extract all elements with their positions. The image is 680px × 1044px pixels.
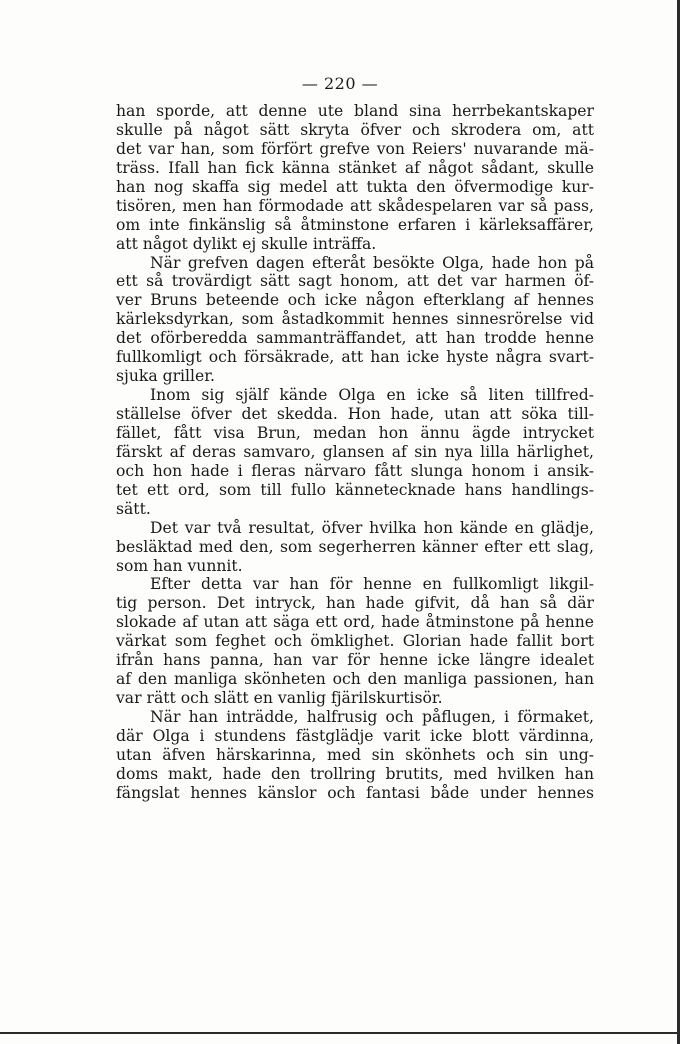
text-line: Efter detta var han för henne en fullkomligt likgil- (150, 575, 594, 594)
text-line: sätt. (116, 499, 151, 518)
text-line: ifrån hans panna, han var för henne icke längre idealet (116, 651, 594, 670)
text-line: skulle på något sätt skryta öfver och skrodera om, att (116, 120, 594, 139)
text-line: utan äfven härskarinna, med sin skönhets och sin ung- (116, 745, 594, 764)
text-line: han nog skaffa sig medel att tukta den öfvermodige kur- (116, 177, 594, 196)
body-text (116, 102, 594, 803)
text-line: att något dylikt ej skulle inträffa. (116, 234, 377, 253)
text-line: doms makt, hade den trollring brutits, med hvilken han (116, 764, 594, 783)
text-line: fängslat hennes känslor och fantasi både under hennes (116, 783, 594, 802)
text-line: ställelse öfver det skedda. Hon hade, utan att söka till- (116, 405, 594, 423)
text-line: färskt af deras samvaro, glansen af sin nya lilla härlighet, (116, 442, 594, 461)
text-line: det var han, som förfört grefve von Reiers' nuvarande mä- (116, 139, 594, 158)
page-edge-bottom (0, 1032, 680, 1034)
text-line: ett så trovärdigt sätt sagt honom, att det var harmen öf- (116, 272, 594, 291)
text-line: fullkomligt och försäkrade, att han icke hyste några svart- (116, 348, 594, 367)
text-line: af den manliga skönheten och den manliga passionen, han (116, 670, 594, 689)
text-line: När grefven dagen efteråt besökte Olga, hade hon på (150, 253, 594, 272)
text-line: sjuka griller. (116, 367, 215, 386)
text-line: Det var två resultat, öfver hvilka hon kände en glädje, (150, 518, 594, 537)
text-line: där Olga i stundens fästglädje varit icke blott värdinna, (116, 726, 594, 745)
text-line: träss. Ifall han fick känna stänket af något sådant, skulle (116, 158, 594, 177)
text-line: fället, fått visa Brun, medan hon ännu ägde intrycket (116, 423, 594, 442)
text-line: det oförberedda sammanträffandet, att han trodde henne (116, 329, 594, 348)
text-line: kärleksdyrkan, som åstadkommit hennes sinnesrörelse vid (116, 310, 594, 329)
text-line: tisören, men han förmodade att skådespelaren var så pass, (116, 196, 594, 215)
text-line: om inte finkänslig så åtminstone erfaren i kärleksaffärer, (116, 215, 594, 234)
text-line: När han inträdde, halfrusig och påflugen, i förmaket, (150, 708, 594, 726)
text-line: och hon hade i fleras närvaro fått slunga honom i ansik- (116, 461, 594, 480)
text-line: tig person. Det intryck, han hade gifvit, då han så där (116, 594, 594, 613)
text-line: som han vunnit. (116, 556, 243, 575)
text-line: värkat som feghet och ömklighet. Glorian hade fallit bort (116, 632, 594, 651)
text-line: han sporde, att denne ute bland sina herrbekantskaper (116, 102, 594, 120)
page-number: — 220 — (301, 74, 379, 93)
text-line: slokade af utan att säga ett ord, hade åtminstone på henne (116, 613, 594, 632)
text-line: ver Bruns beteende och icke någon efterklang af hennes (116, 291, 594, 310)
text-line: Inom sig själf kände Olga en icke så liten tillfred- (150, 386, 594, 405)
text-line: var rätt och slätt en vanlig fjärilskurtisör. (116, 689, 443, 708)
text-line: tet ett ord, som till fullo kännetecknade hans handlings- (116, 480, 594, 499)
text-line: besläktad med den, som segerherren känner efter ett slag, (116, 537, 594, 556)
